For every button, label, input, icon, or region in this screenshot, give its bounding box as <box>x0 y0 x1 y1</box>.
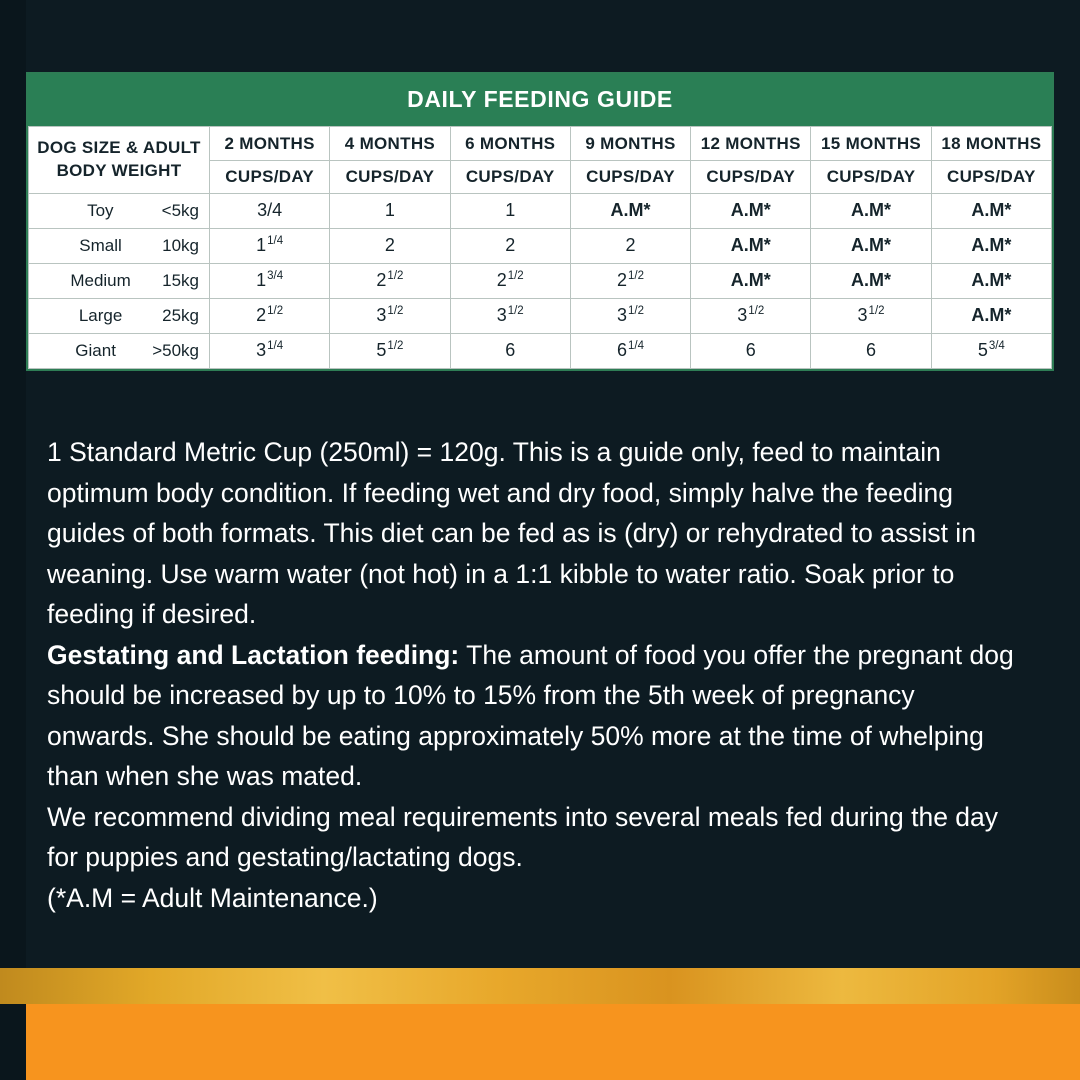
dog-size-weight: 10kg <box>162 235 199 255</box>
dog-size-name: Medium <box>70 270 131 290</box>
table-title: DAILY FEEDING GUIDE <box>28 74 1052 126</box>
feeding-table <box>28 126 1052 369</box>
header-cups-12: CUPS/DAY <box>691 161 811 194</box>
gestating-text: The amount of food you offer the pregnant dog should be increased by up to 10% to 15% from the 5th week of pregnancy onwards. She should be eating approximately 50% more at the time of whelping than when she was mated. <box>47 639 1014 791</box>
cell-giant-12-months: 6 <box>691 334 811 369</box>
header-cups-9: CUPS/DAY <box>570 161 690 194</box>
cell-giant-2-months: $3^{1/4}$ <box>210 334 330 369</box>
header-cups-15: CUPS/DAY <box>811 161 931 194</box>
header-month-6: 6 MONTHS <box>450 127 570 161</box>
cell-toy-6-months: 1 <box>450 194 570 229</box>
footer-left-edge-bar <box>0 1004 26 1080</box>
header-cups-2: CUPS/DAY <box>210 161 330 194</box>
cell-large-4-months: $3^{1/2}$ <box>330 299 450 334</box>
left-edge-bar <box>0 0 26 1080</box>
cell-giant-9-months: $6^{1/4}$ <box>570 334 690 369</box>
daily-feeding-guide-card <box>26 72 1054 371</box>
notes-paragraph-3: We recommend dividing meal requirements into several meals fed during the day for puppies and gestating/lactating dogs. <box>47 801 999 872</box>
feeding-table-head <box>29 127 1052 194</box>
cell-medium-15-months: A.M* <box>811 264 931 299</box>
cell-small-2-months: $1^{1/4}$ <box>210 229 330 264</box>
cell-large-2-months: $2^{1/2}$ <box>210 299 330 334</box>
header-cups-18: CUPS/DAY <box>931 161 1051 194</box>
header-dog-size-line1: DOG SIZE & ADULT <box>37 138 201 158</box>
cell-large-9-months: $3^{1/2}$ <box>570 299 690 334</box>
table-row <box>29 194 1052 229</box>
table-row <box>29 334 1052 369</box>
cell-small-6-months: 2 <box>450 229 570 264</box>
header-dog-size-line2: BODY WEIGHT <box>56 161 182 180</box>
header-dog-size <box>29 127 210 194</box>
gold-accent-band <box>0 968 1080 1004</box>
row-label-small <box>29 229 210 264</box>
gestating-heading: Gestating and Lactation feeding: <box>47 639 460 670</box>
header-month-15: 15 MONTHS <box>811 127 931 161</box>
dog-size-weight: 25kg <box>162 305 199 325</box>
dog-size-weight: >50kg <box>152 340 199 360</box>
header-month-4: 4 MONTHS <box>330 127 450 161</box>
header-month-18: 18 MONTHS <box>931 127 1051 161</box>
cell-large-6-months: $3^{1/2}$ <box>450 299 570 334</box>
cell-toy-18-months: A.M* <box>931 194 1051 229</box>
row-label-medium <box>29 264 210 299</box>
orange-footer-band <box>0 1004 1080 1080</box>
table-row <box>29 229 1052 264</box>
row-label-giant <box>29 334 210 369</box>
cell-toy-12-months: A.M* <box>691 194 811 229</box>
row-label-large <box>29 299 210 334</box>
header-month-12: 12 MONTHS <box>691 127 811 161</box>
dog-size-name: Toy <box>87 200 114 220</box>
cell-large-18-months: A.M* <box>931 299 1051 334</box>
cell-medium-4-months: $2^{1/2}$ <box>330 264 450 299</box>
cell-large-12-months: $3^{1/2}$ <box>691 299 811 334</box>
cell-medium-12-months: A.M* <box>691 264 811 299</box>
row-label-toy <box>29 194 210 229</box>
cell-medium-9-months: $2^{1/2}$ <box>570 264 690 299</box>
cell-toy-15-months: A.M* <box>811 194 931 229</box>
notes-paragraph-2 <box>47 635 1027 797</box>
cell-giant-15-months: 6 <box>811 334 931 369</box>
dog-size-weight: <5kg <box>161 200 199 220</box>
cell-toy-2-months: 3/4 <box>210 194 330 229</box>
cell-giant-6-months: 6 <box>450 334 570 369</box>
header-cups-4: CUPS/DAY <box>330 161 450 194</box>
dog-size-name: Giant <box>75 340 116 360</box>
cell-giant-18-months: $5^{3/4}$ <box>931 334 1051 369</box>
notes-paragraph-4: (*A.M = Adult Maintenance.) <box>47 882 378 913</box>
feeding-table-body <box>29 194 1052 369</box>
cell-large-15-months: $3^{1/2}$ <box>811 299 931 334</box>
header-month-2: 2 MONTHS <box>210 127 330 161</box>
cell-toy-9-months: A.M* <box>570 194 690 229</box>
cell-small-12-months: A.M* <box>691 229 811 264</box>
cell-small-15-months: A.M* <box>811 229 931 264</box>
table-row <box>29 299 1052 334</box>
cell-small-4-months: 2 <box>330 229 450 264</box>
dog-size-weight: 15kg <box>162 270 199 290</box>
cell-small-9-months: 2 <box>570 229 690 264</box>
cell-giant-4-months: $5^{1/2}$ <box>330 334 450 369</box>
notes-block <box>47 432 1027 918</box>
dog-size-name: Large <box>78 305 123 325</box>
notes-paragraph-1: 1 Standard Metric Cup (250ml) = 120g. This is a guide only, feed to maintain optimum body condition. If feeding wet and dry food, simply halve the feeding guides of both formats. This diet can be fed as is (dry) or rehydrated to assist in weaning. Use warm water (not hot) in a 1:1 kibble to water ratio. Soak prior to feeding if desired. <box>47 437 976 629</box>
cell-medium-2-months: $1^{3/4}$ <box>210 264 330 299</box>
table-row <box>29 264 1052 299</box>
cell-small-18-months: A.M* <box>931 229 1051 264</box>
table-header-row-months <box>29 127 1052 161</box>
cell-toy-4-months: 1 <box>330 194 450 229</box>
header-cups-6: CUPS/DAY <box>450 161 570 194</box>
cell-medium-6-months: $2^{1/2}$ <box>450 264 570 299</box>
header-month-9: 9 MONTHS <box>570 127 690 161</box>
cell-medium-18-months: A.M* <box>931 264 1051 299</box>
dog-size-name: Small <box>79 235 122 255</box>
